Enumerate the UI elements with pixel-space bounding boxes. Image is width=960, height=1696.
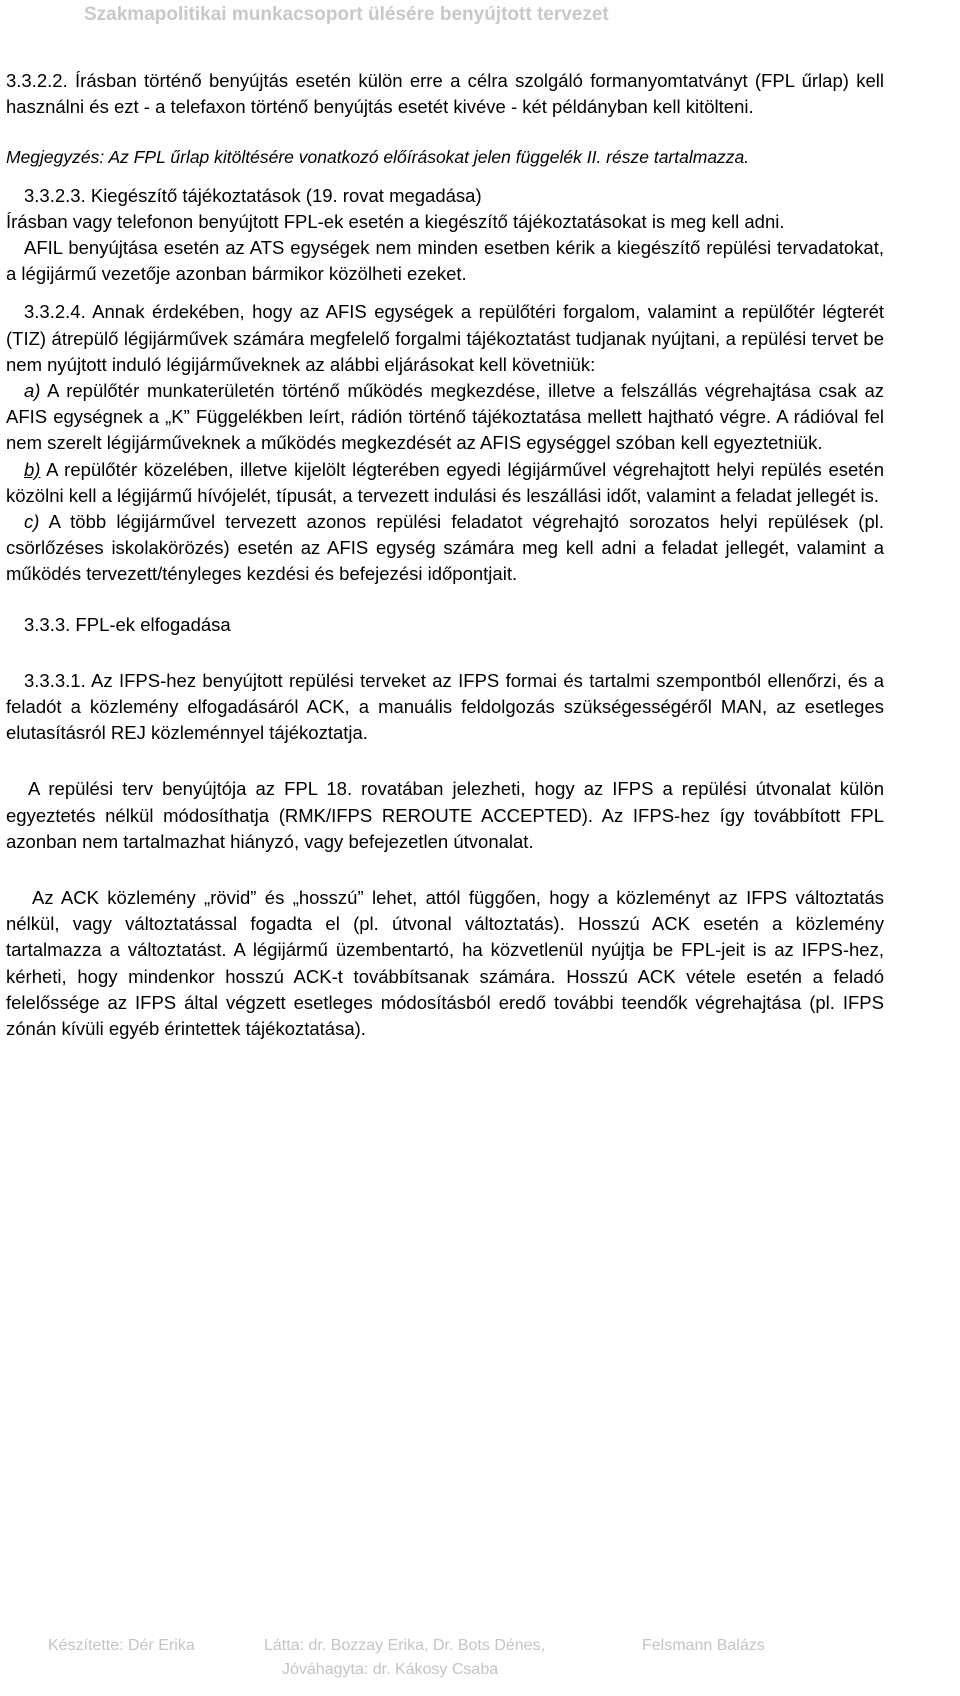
note-paragraph: Megjegyzés: Az FPL űrlap kitöltésére vonatkozó előírásokat jelen függelék II. része tartalmazza. xyxy=(6,147,750,168)
reroute-paragraph: A repülési terv benyújtója az FPL 18. rovatában jelezheti, hogy az IFPS a repülési útvonalat külön egyeztetés nélkül módosíthatja (RMK/IFPS REROUTE ACCEPTED). Az IFPS-hez így továbbított FPL azonban nem tartalmazhat hiányzó, vagy befejezetlen útvonalat. xyxy=(6,778,884,852)
item-b-label: b) xyxy=(24,458,41,480)
ack-paragraph: Az ACK közlemény „rövid” és „hosszú” lehet, attól függően, hogy a közleményt az IFPS változtatás nélkül, vagy változtatással fogadta el (pl. útvonal változtatás). Hosszú ACK esetén a közlemény tartalmazza a változtatást. A légijármű üzembentartó, ha közvetlenül nyújtja be FPL-jeit is az IFPS-hez, kérheti, hogy mindenkor hosszú ACK-t továbbítsanak számára. Hosszú ACK vétele esetén a feladó felelőssége az IFPS által végzett esetleges módosításból eredő további teendők végrehajtása (pl. IFPS zónán kívüli egyéb érintettek tájékoztatása). xyxy=(6,887,884,1040)
section-3-3-2-4: 3.3.2.4. Annak érdekében, hogy az AFIS egységek a repülőtéri forgalom, valamint a repülőtér légterét (TIZ) átrepülő légijárművek számára megfelelő forgalmi tájékoztatást tudjanak nyújtani, a repülési tervet be nem nyújtott induló légijárműveknek az alábbi eljárásokat kell követniük: xyxy=(6,301,884,375)
item-c-label: c) xyxy=(24,511,40,533)
document-body xyxy=(6,68,884,1042)
page-header: Szakmapolitikai munkacsoport ülésére benyújtott tervezet xyxy=(84,4,609,25)
section-3-3-2-2: 3.3.2.2. Írásban történő benyújtás esetén külön erre a célra szolgáló formanyomtatványt (FPL űrlap) kell használni és ezt - a telefaxon történő benyújtás esetét kivéve - két példányban kell kitölteni. xyxy=(6,70,884,118)
item-b xyxy=(6,457,884,509)
item-a-text: A repülőtér munkaterületén történő működés megkezdése, illetve a felszállás végrehajtása csak az AFIS egységnek a „K” Függelékben leírt, rádión történő tájékoztatása mellett hajtható végre. A rádióval fel nem szerelt légijárműveknek a működés megkezdését az AFIS egységgel szóban kell egyeztetniük. xyxy=(6,380,884,454)
section-3-3-2-3-text: Írásban vagy telefonon benyújtott FPL-ek esetén a kiegészítő tájékoztatásokat is meg kell adni. xyxy=(6,210,785,232)
section-3-3-2-3-title: 3.3.2.3. Kiegészítő tájékoztatások (19. rovat megadása) xyxy=(24,184,482,206)
afil-paragraph: AFIL benyújtása esetén az ATS egységek nem minden esetben kérik a kiegészítő repülési tervadatokat, a légijármű vezetője azonban bármikor közölheti ezeket. xyxy=(6,237,884,285)
section-3-3-3-1: 3.3.3.1. Az IFPS-hez benyújtott repülési terveket az IFPS formai és tartalmi szempontból ellenőrzi, és a feladót a közlemény elfogadásáról ACK, a manuális feldolgozás szükségességéről MAN, az esetleges elutasításról REJ közleménnyel tájékoztatja. xyxy=(6,669,884,744)
item-c xyxy=(6,509,884,588)
footer-approved: Jóváhagyta: dr. Kákosy Csaba xyxy=(282,1661,499,1678)
item-c-text: A több légijárművel tervezett azonos repülési feladatot végrehajtó sorozatos helyi repülések (pl. csörlőzéses iskolakörözés) esetén az AFIS egység számára meg kell adni a feladat jellegét, valamint a működés tervezett/tényleges kezdési és befejezési időpontjait. xyxy=(6,511,884,585)
item-a-label: a) xyxy=(24,380,41,402)
footer-prepared: Készítette: Dér Erika xyxy=(48,1637,195,1654)
item-a xyxy=(6,378,884,457)
page-footer xyxy=(0,1634,960,1682)
item-b-text: A repülőtér közelében, illetve kijelölt légterében egyedi légijárművel végrehajtott helyi repülés esetén közölni kell a légijármű hívójelét, típusát, a tervezett indulási és leszállási időt, valamint a feladat jellegét is. xyxy=(6,458,884,506)
footer-seen: Látta: dr. Bozzay Erika, Dr. Bots Dénes, xyxy=(264,1637,546,1654)
section-3-3-3-heading: 3.3.3. FPL-ek elfogadása xyxy=(24,613,231,635)
footer-seen-2: Felsmann Balázs xyxy=(642,1637,765,1654)
